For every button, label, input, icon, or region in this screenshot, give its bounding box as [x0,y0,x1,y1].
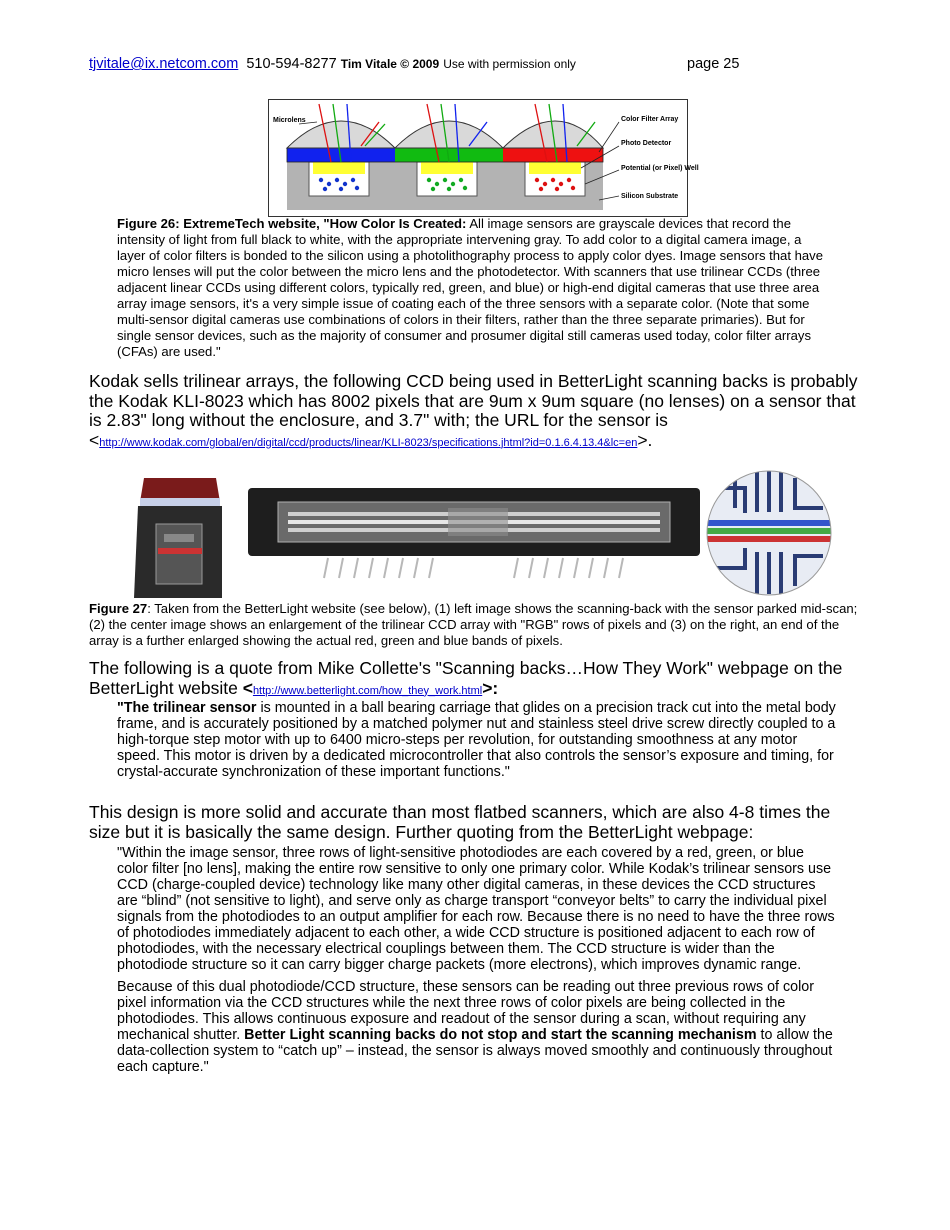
figure-26-caption [117,216,829,360]
figure-27-caption-text: : Taken from the BetterLight website (see below), (1) left image shows the scanning-back with the sensor parked mid-scan; (2) the center image shows an enlargement of the trilinear CCD array with "RGB" rows of pixels and (3) on the right, an end of the array is a further enlarged showing the actual red, green and blue bands of pixels. [89,601,858,648]
figure-26-diagram [268,99,699,217]
scanning-back-image [130,478,226,598]
angle-close: >. [637,429,653,450]
label-photo-detector: Photo Detector [621,140,672,147]
author: Tim Vitale © 2009 [340,57,440,71]
figure-27-caption [89,601,859,649]
quote-trilinear-text: is mounted in a ball bearing carriage that glides on a precision track cut into the metal body frame, and is accurately positioned by a matched polymer nut and stainless steel drive screw directly coupled to a high-torque step motor with up to 6400 micro-steps per revolution, for outstanding smoothness at any motor speed. This motor is driven by a dedicated microcontroller that also controls the sensor’s exposure and timing, for crystal-accurate synchronization of these important functions." [117,700,836,780]
quote-paragraph-2-text-b: to allow the data-collection system to “catch up” – instead, the sensor is always moved smoothly and continuously throughout each capture." [117,1027,833,1075]
page-header [89,56,740,72]
trilinear-ccd-image [248,478,700,588]
photo-detector-1 [313,162,365,174]
page-number: page 25 [687,56,740,72]
paragraph-quote-intro [89,659,859,701]
betterlight-link[interactable]: http://www.betterlight.com/how_they_work.html [252,684,483,697]
angle-close-bold: >: [482,677,499,698]
paragraph-kodak [89,372,859,453]
photo-detector-2 [421,162,473,174]
ccd-cross-section [269,100,699,216]
paragraph-design: This design is more solid and accurate than most flatbed scanners, which are also 4-8 times the size but it is basically the same design. Further quoting from the BetterLight webpage: [89,802,831,842]
label-silicon: Silicon Substrate [621,193,679,200]
red-filter [503,148,603,162]
kodak-sensor-link[interactable]: http://www.kodak.com/global/en/digital/ccd/products/linear/KLI-8023/specifications.jhtml?id=0.1.6.4.13.4&lc=en [99,436,638,449]
permission-note: Use with permission only [443,57,576,71]
quote-trilinear-bold: "The trilinear sensor [117,700,257,716]
angle-open: < [89,429,100,450]
quote-trilinear-sensor [117,700,837,780]
quote-paragraph-1: "Within the image sensor, three rows of light-sensitive photodiodes are each covered by a red, green, or blue color filter [no lens], making the entire row sensitive to only one primary color. While Kodak’s trilinear sensors use CCD (charge-coupled device) technology like many other digital cameras, in these devices the CCD structures are “blind” (not sensitive to light), and serve only as charge transport “conveyor belts” to carry the individual pixel signals from the photodiodes to an output amplifier for each row. Because there is no need to have the three rows of photodiodes immediately adjacent to each other, a wide CCD structure is positioned adjacent to each row of photodiodes, with the necessary electrical couplings between them. The CCD structure is wider than the photodiode structure so it can carry bigger charge packets (more electrons), which improves dynamic range. [117,845,835,973]
paragraph-quote-intro-text: The following is a quote from Mike Collette's "Scanning backs…How They Work" webpage on the BetterLight website [89,658,843,698]
quote-paragraph-2-text-a: Because of this dual photodiode/CCD structure, these sensors can be reading out three previous rows of color pixel information via the CCD structures while the next three rows of color pixels are being collected in the photodiodes. This allows continuous exposure and readout of the sensor during a scan, without requiring any mechanical shutter. [117,979,814,1043]
figure-27-caption-title: Figure 27 [89,601,148,616]
quote-image-sensor [117,845,837,1081]
label-color-filter: Color Filter Array [621,116,679,123]
paragraph-kodak-text: Kodak sells trilinear arrays, the following CCD being used in BetterLight scanning backs is probably the Kodak KLI-8023 which has 8002 pixels that are 9um x 9um square (no lenses) on a sensor that is 2.83" long without the enclosure, and 3.7" with; the URL for the sensor is [89,371,858,430]
quote-paragraph-2 [117,979,837,1075]
ccd-closeup-image [705,468,833,598]
figure-26-caption-title: Figure 26: ExtremeTech website, "How Color Is Created: [117,216,467,231]
quote-paragraph-2-bold: Better Light scanning backs do not stop and start the scanning mechanism [244,1027,757,1043]
angle-open-bold: < [242,677,253,698]
label-microlens: Microlens [273,117,306,124]
email-link[interactable]: tjvitale@ix.netcom.com [89,56,239,72]
label-potential-well: Potential (or Pixel) Well [621,165,699,172]
phone: 510-594-8277 [246,56,337,72]
figure-26-caption-text: All image sensors are grayscale devices that record the intensity of light from full black to white, with the appropriate intervening gray. To add color to a digital camera image, a layer of color filters is bonded to the silicon using a photolithography process to apply color dyes. Image sensors that have micro lenses will put the color between the micro lens and the photodetector. With scanners that use trilinear CCDs (three adjacent linear CCDs using different colors, typically red, green, and blue) or high-end digital cameras that use three area array image sensors, it's a very simple issue of coating each of the three sensors with a separate color. (Note that some multi-sensor digital cameras use combinations of colors in their filters, rather than the three separate primaries). But for single sensor devices, such as the majority of consumer and prosumer digital still cameras used today, color filter arrays (CFAs) are used." [117,216,824,359]
photo-detector-3 [529,162,581,174]
